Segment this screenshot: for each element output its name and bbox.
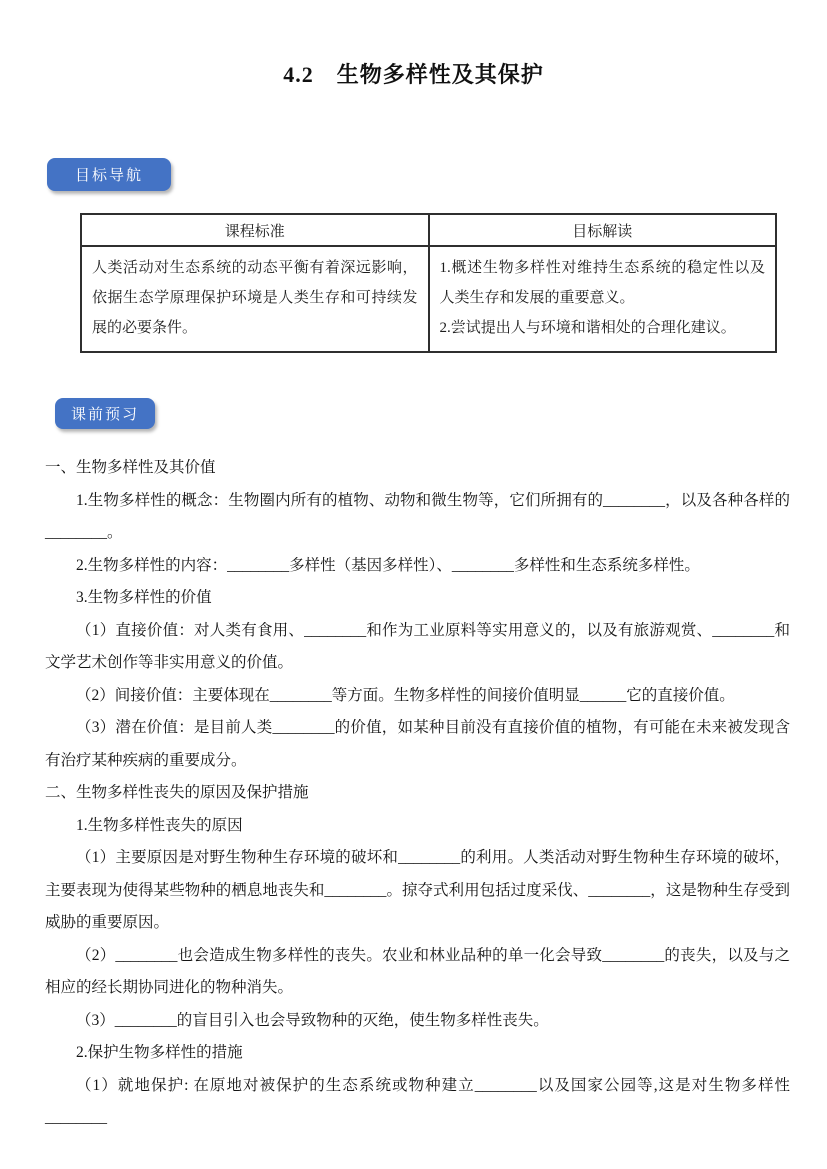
paragraph: 1.生物多样性的概念：生物圈内所有的植物、动物和微生物等，它们所拥有的________，以及各种各样的________。	[45, 491, 790, 541]
paragraph: （2）________也会造成生物多样性的丧失。农业和林业品种的单一化会导致________的丧失，以及与之相应的经长期协同进化的物种消失。	[45, 946, 790, 996]
paragraph: 1.生物多样性丧失的原因	[76, 816, 243, 834]
section-heading: 一、生物多样性及其价值	[45, 459, 216, 476]
goal-table	[80, 213, 777, 353]
section-heading: 二、生物多样性丧失的原因及保护措施	[45, 784, 309, 801]
goal-navigation-badge: 目标导航	[47, 158, 171, 191]
page-title: 4.2 生物多样性及其保护	[283, 62, 544, 87]
paragraph: 3.生物多样性的价值	[76, 589, 212, 606]
column-header-goal-interpretation: 目标解读	[429, 214, 777, 246]
preview-content	[45, 452, 790, 1135]
curriculum-standard-cell: 人类活动对生态系统的动态平衡有着深远影响，依据生态学原理保护环境是人类生存和可持续发展的必要条件。	[81, 246, 429, 352]
goal-interpretation-item: 1.概述生物多样性对维持生态系统的稳定性以及人类生存和发展的重要意义。	[439, 260, 765, 306]
paragraph: （1）直接价值：对人类有食用、________和作为工业原料等实用意义的，以及有旅游观赏、________和文学艺术创作等非实用意义的价值。	[45, 621, 790, 671]
goal-table-header-row	[81, 214, 776, 246]
goal-interpretation-item: 2.尝试提出人与环境和谐相处的合理化建议。	[439, 320, 736, 336]
paragraph: （2）间接价值：主要体现在________等方面。生物多样性的间接价值明显______它的直接价值。	[76, 686, 735, 704]
paragraph: （3）________的盲目引入也会导致物种的灭绝，使生物多样性丧失。	[76, 1011, 549, 1029]
pre-class-preview-badge: 课前预习	[55, 398, 155, 429]
paragraph: （1）就地保护: 在原地对被保护的生态系统或物种建立________以及国家公园等,这是对生物多样性________	[45, 1076, 790, 1126]
paragraph: 2.生物多样性的内容：________多样性（基因多样性）、________多样性和生态系统多样性。	[76, 556, 700, 574]
goal-interpretation-cell	[429, 246, 777, 352]
goal-table-body-row	[81, 246, 776, 352]
paragraph: 2.保护生物多样性的措施	[76, 1044, 243, 1061]
paragraph: （1）主要原因是对野生物种生存环境的破坏和________的利用。人类活动对野生物种生存环境的破坏，主要表现为使得某些物种的栖息地丧失和________。掠夺式利用包括过度采伐、________，这是物种生存受到威胁的重要原因。	[45, 849, 790, 931]
paragraph: （3）潜在价值：是目前人类________的价值，如某种目前没有直接价值的植物，有可能在未来被发现含有治疗某种疾病的重要成分。	[45, 719, 790, 769]
column-header-curriculum-standard: 课程标准	[81, 214, 429, 246]
